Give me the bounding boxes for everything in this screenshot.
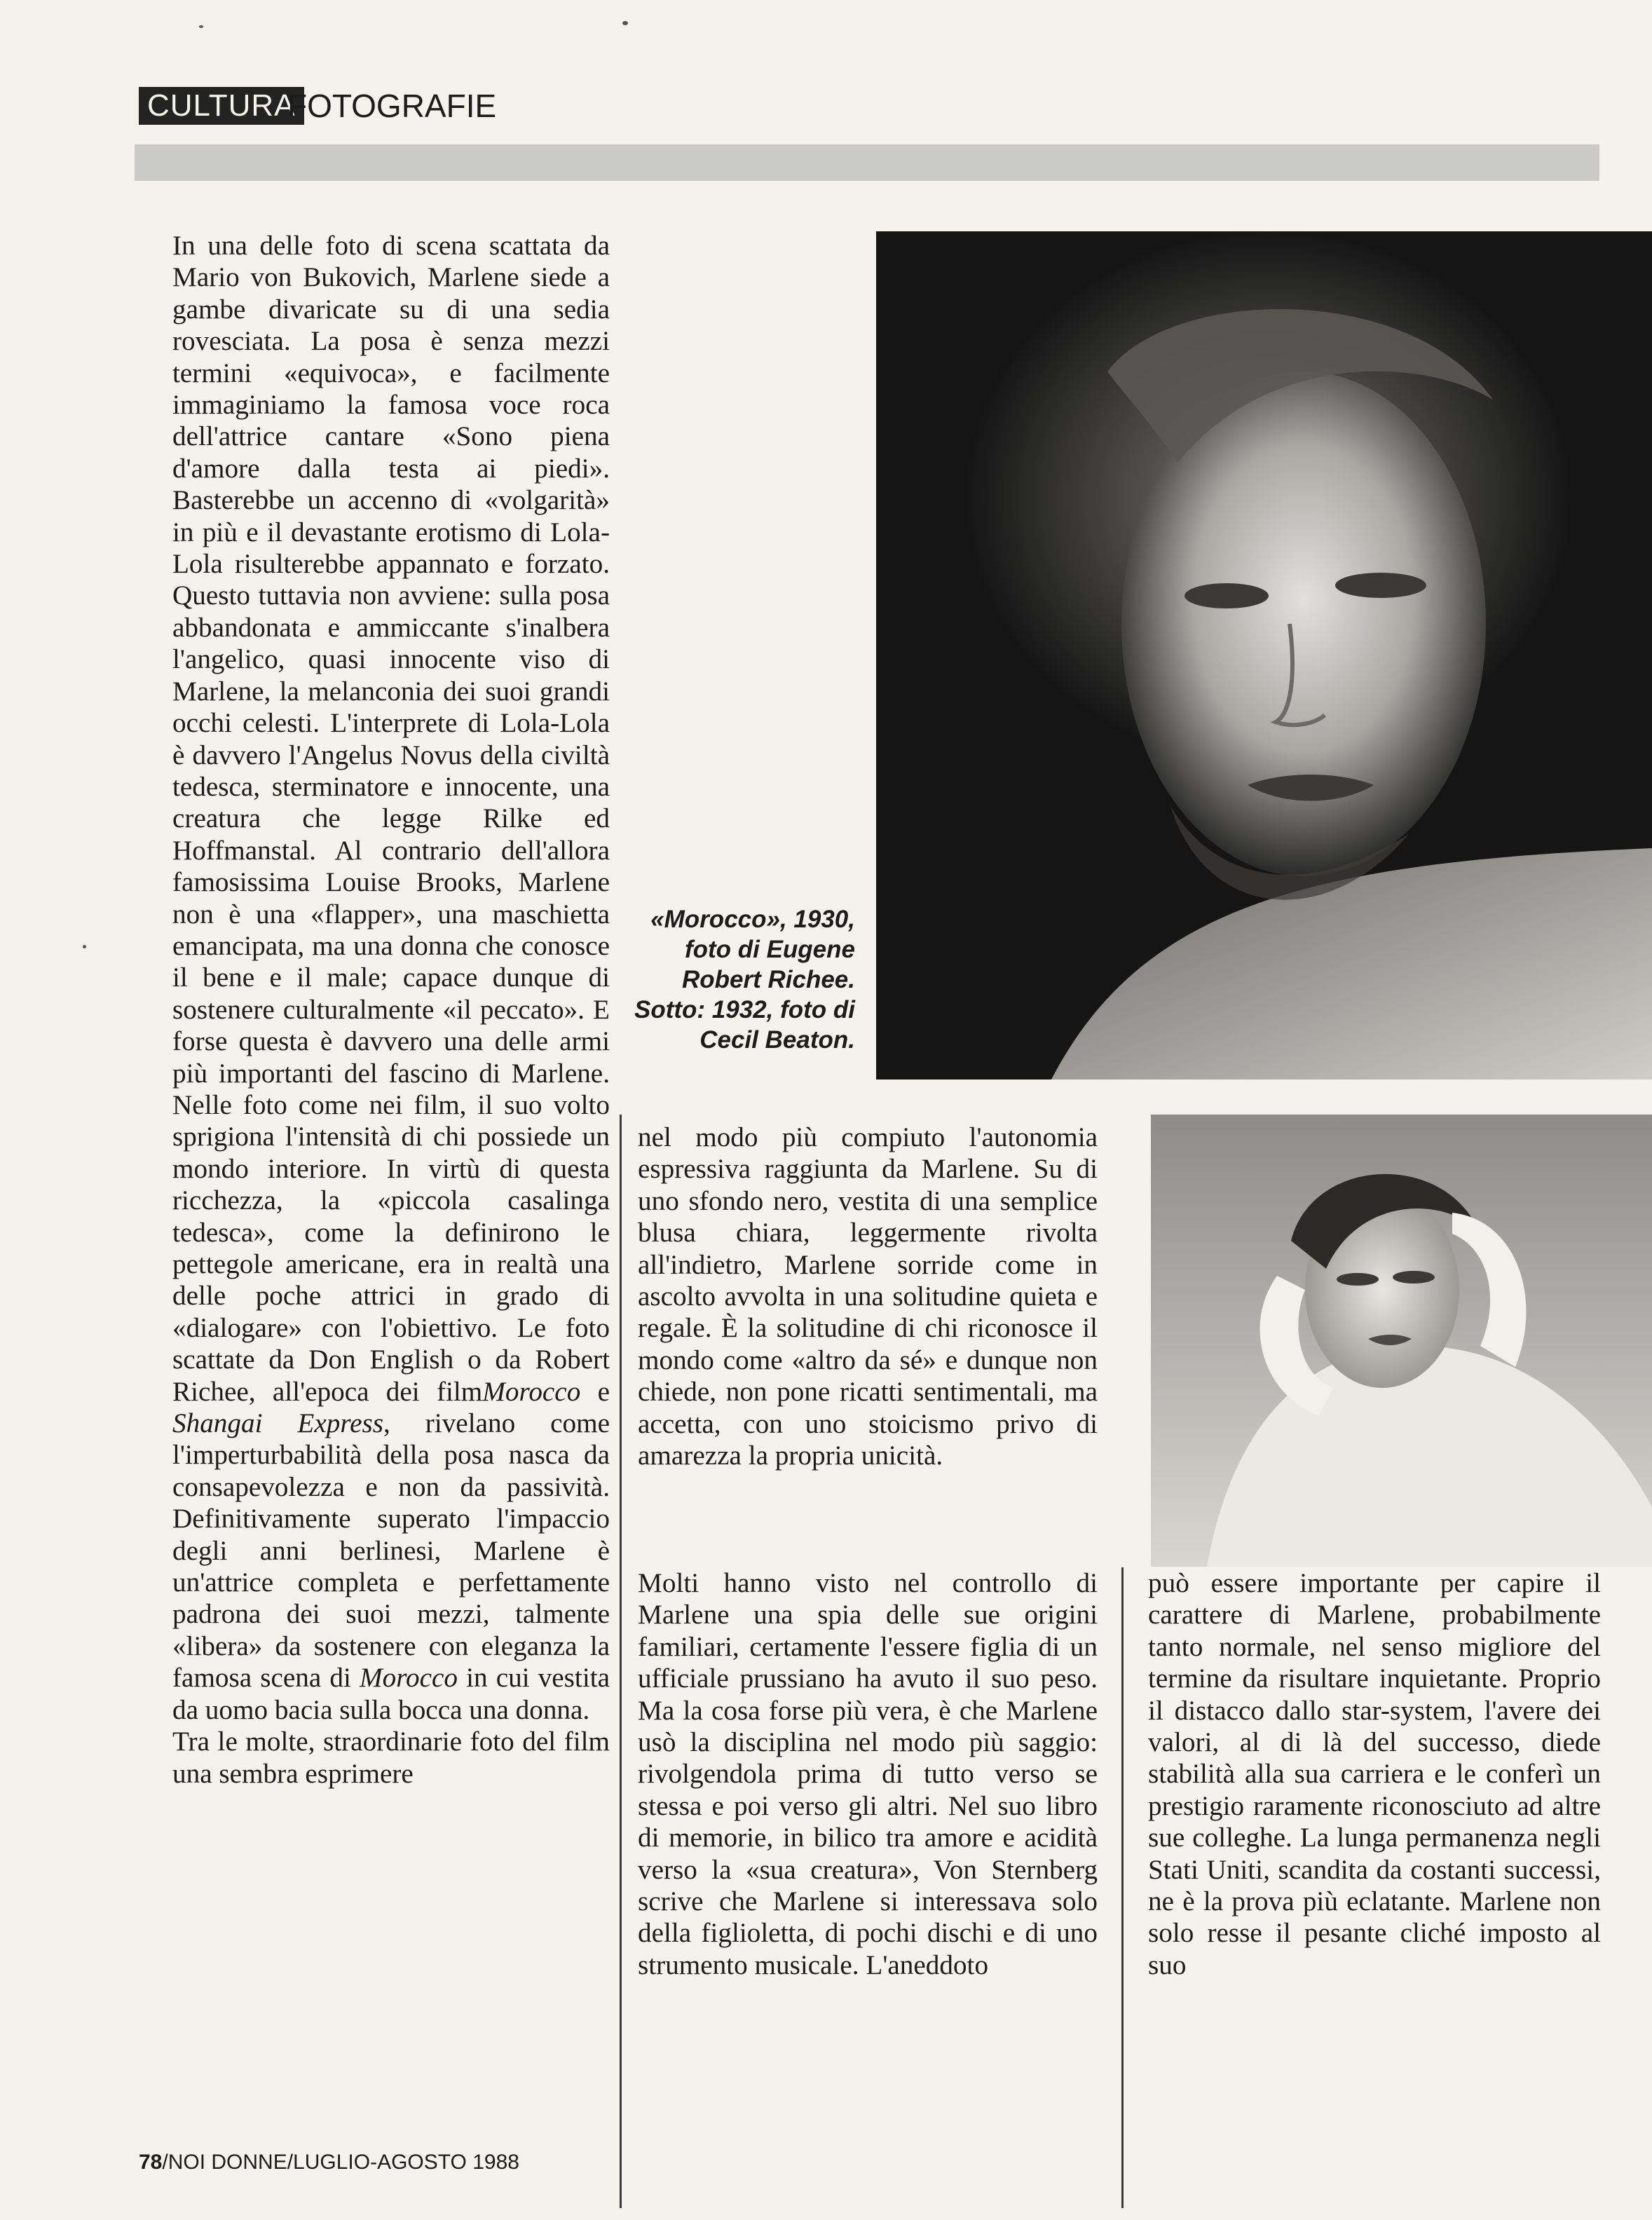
portrait-illustration (876, 231, 1652, 1080)
article-column-2 (638, 1122, 1098, 1471)
photo-caption: «Morocco», 1930, foto di Eugene Robert Richee. Sotto: 1932, foto di Cecil Beaton. (634, 906, 855, 1054)
section-badge: CULTURA (139, 87, 304, 125)
article-paragraph-5: può essere importante per capire il carattere di Marlene, probabilmente tanto normale, nel senso migliore del termine da risultare inquietante. Proprio il distacco dallo star-system, l'avere dei valori, al di là del successo, diede stabilità alla sua carriera e le conferì un prestigio raramente riconosciuto ad altre sue colleghe. La lunga permanenza negli Stati Uniti, scandita da costanti successi, ne è la prova più eclatante. Marlene non solo resse il pesante cliché imposto al suo (1148, 1568, 1601, 1980)
article-paragraph-4: Molti hanno visto nel controllo di Marlene una spia delle sue origini familiari, certamente l'essere figlia di un ufficiale prussiano ha avuto il suo peso. Ma la cosa forse più vera, è che Marlene usò la disciplina nel modo più saggio: rivolgendola prima di tutto verso se stessa e poi verso gli altri. Nel suo libro di memorie, in bilico tra amore e acidità verso la «sua creatura», Von Sternberg scrive che Marlene si interessava solo della figlioletta, di pochi dischi e di uno strumento musicale. L'aneddoto (638, 1568, 1098, 1980)
article-column-1 (172, 230, 610, 1790)
portrait-photo-beaton (1151, 1115, 1652, 1567)
print-speck (622, 21, 628, 25)
section-label: FOTOGRAFIE (287, 88, 497, 124)
article-paragraph-2: Tra le molte, straordinarie foto del film una sembra esprimere (172, 1727, 610, 1789)
article-paragraph-3: nel modo più compiuto l'autonomia espressiva raggiunta da Marlene. Su di uno sfondo nero, vestita di una semplice blusa chiara, leggermente rivolta all'indietro, Marlene sorride come in ascolto avvolta in una solitudine quieta e regale. È la solitudine di chi riconosce il mondo come «altro da sé» e dunque non chiede, non pone ricatti sentimentali, ma accetta, con uno stoicismo privo di amarezza la propria unicità. (638, 1122, 1098, 1471)
page-number: 78 (139, 2151, 163, 2174)
portrait-illustration (1151, 1115, 1652, 1567)
page-footer (139, 2151, 519, 2174)
magazine-issue: /NOI DONNE/LUGLIO-AGOSTO 1988 (162, 2151, 519, 2174)
print-speck (199, 25, 203, 28)
print-speck (83, 945, 86, 948)
article-column-3 (1148, 1567, 1601, 1981)
portrait-photo-morocco (876, 231, 1652, 1080)
article-paragraph-1: In una delle foto di scena scattata da Mario von Bukovich, Marlene siede a gambe divaricate su di una sedia rovesciata. La posa è senza mezzi termini «equivoca», e facilmente immaginiamo la famosa voce roca dell'attrice cantare «Sono piena d'amore dalla testa ai piedi». Basterebbe un accenno di «volgarità» in più e il devastante erotismo di Lola-Lola risulterebbe appannato e forzato. Questo tuttavia non avviene: sulla posa abbandonata e ammiccante s'inalbera l'angelico, quasi innocente viso di Marlene, la melanconia dei suoi grandi occhi celesti. L'interprete di Lola-Lola è davvero l'Angelus Novus della civiltà tedesca, sterminatore e innocente, una creatura che legge Rilke ed Hoffmanstal. Al contrario dell'allora famosissima Louise Brooks, Marlene non è una «flapper», una maschietta emancipata, ma una donna che conosce il bene e il male; capace dunque di sostenere culturalmente «il peccato». E forse questa è davvero una delle armi più importanti del fascino di Marlene. Nelle foto come nei film, il suo volto sprigiona l'intensità di chi possiede un mondo interiore. In virtù di questa ricchezza, la «piccola casalinga tedesca», come la definirono le pettegole americane, era in realtà una delle poche attrici in grado di «dialogare» con l'obiettivo. Le foto scattate da Don English o da Robert Richee, all'epoca dei filmMorocco e Shangai Express, rivelano come l'imperturbabilità della posa nasca da consapevolezza e non da passività. Definitivamente superato l'impaccio degli anni berlinesi, Marlene è un'attrice completa e perfettamente padrona dei suoi mezzi, talmente «libera» da sostenere con eleganza la famosa scena di Morocco in cui vestita da uomo bacia sulla bocca una donna. (172, 231, 610, 1725)
header-band (135, 144, 1599, 181)
column-divider (620, 1115, 622, 2208)
article-column-2-continued (638, 1567, 1098, 1981)
column-divider (1121, 1567, 1124, 2208)
